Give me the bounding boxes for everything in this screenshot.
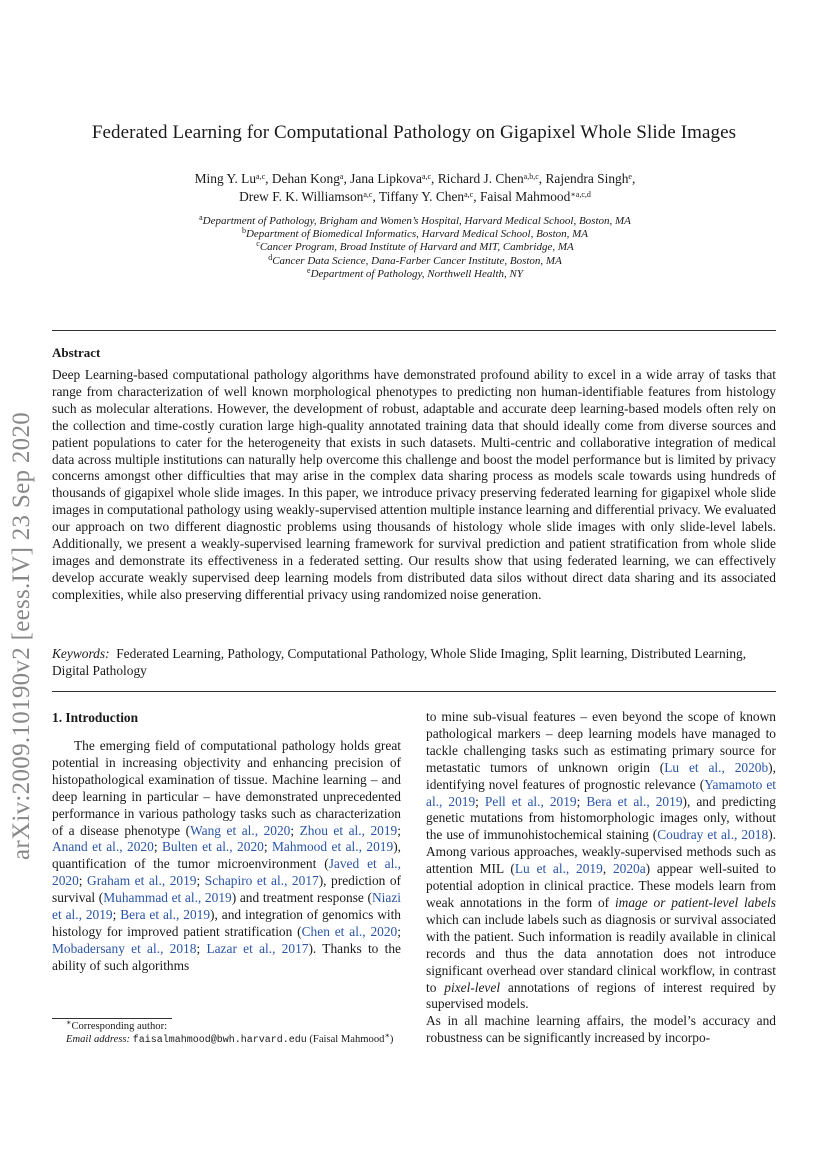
author-name: Jana Lipkova bbox=[350, 171, 422, 186]
keywords-text: Federated Learning, Pathology, Computational Pathology, Whole Slide Imaging, Split learning, Distributed Learning, Digital Pathology bbox=[52, 646, 747, 678]
author-name: Rajendra Singh bbox=[545, 171, 629, 186]
paper-title: Federated Learning for Computational Pathology on Gigapixel Whole Slide Images bbox=[91, 122, 737, 143]
author-affil-mark: a,c bbox=[256, 172, 266, 181]
author-affil-mark: e bbox=[628, 172, 632, 181]
citation-link[interactable]: Bera et al., 2019 bbox=[120, 907, 211, 923]
abstract-text: Deep Learning-based computational pathology algorithms have demonstrated profound ability to excel in a wide array of tasks that range from characterization of well known morphological phenotypes to predicting non human-identifiable features from histology such as molecular alterations. However, the development of robust, adaptable and accurate deep learning-based models often rely on the collection and time-costly curation large high-quality annotated training data that should ideally come from diverse sources and patient populations to cater for the heterogeneity that exists in such datasets. Multi-centric and collaborative integration of medical data across multiple institutions can naturally help overcome this challenge and boost the model performance but is limited by privacy concerns amongst other difficulties that may arise in the complex data sharing process as models scale towards using hundreds of thousands of gigapixel whole slide images. In this paper, we introduce privacy preserving federated learning for gigapixel whole slide images in computational pathology using weakly-supervised attention multiple instance learning and differential privacy. We evaluated our approach on two different diagnostic problems using thousands of histology whole slide images with only slide-level labels. Additionally, we present a weakly-supervised learning framework for survival prediction and patient stratification from whole slide images and demonstrate its effectiveness in a federated setting. Our results show that using federated learning, we can effectively develop accurate weakly supervised deep learning models from distributed data silos without direct data sharing and its associated complexities, while also preserving differential privacy using randomized noise generation. bbox=[52, 367, 776, 602]
author-affil-mark: a bbox=[339, 172, 344, 181]
keywords bbox=[52, 646, 776, 680]
citation-link[interactable]: Coudray et al., 2018 bbox=[657, 827, 769, 843]
keywords-label: Keywords: bbox=[52, 646, 110, 661]
author-name: Ming Y. Lu bbox=[194, 171, 257, 186]
emphasis-text: image or patient-level labels bbox=[614, 894, 776, 910]
citation-link[interactable]: Schapiro et al., 2017 bbox=[204, 873, 319, 889]
author-affil-mark: a,c bbox=[464, 190, 474, 199]
author-affil-mark: ∗a,c,d bbox=[570, 190, 591, 199]
affiliation-line: $^c$Cancer Program, Broad Institute of Harvard and MIT, Cambridge, MA bbox=[256, 239, 574, 254]
citation-link[interactable]: Zhou et al., 2019 bbox=[299, 822, 398, 838]
affiliation-line: $^e$Department of Pathology, Northwell Health, NY bbox=[307, 265, 523, 280]
arxiv-stamp: arXiv:2009.10190v2 [eess.IV] 23 Sep 2020 bbox=[8, 411, 35, 860]
email-link[interactable]: faisalmahmood@bwh.harvard.edu bbox=[132, 1035, 307, 1047]
author-name: Faisal Mahmood bbox=[479, 189, 571, 204]
section-heading: 1. Introduction bbox=[52, 710, 139, 725]
author-name: Dehan Kong bbox=[271, 171, 340, 186]
citation-link[interactable]: Graham et al., 2019 bbox=[87, 873, 197, 889]
affiliation-line: $^b$Department of Biomedical Informatics, Harvard Medical School, Boston, MA bbox=[241, 226, 589, 241]
intro-left-column: The emerging field of computational pathology holds great potential in increasing objectivity and enhancing precision of histopathological examination of tissue. Machine learning – and deep learning in particular – have demonstrated unprecedented performance in various pathology tasks such as characterization of a disease phenotype (Wang et al., 2020; Zhou et al., 2019; Anand et al., 2020; Bulten et al., 2020; Mahmood et al., 2019), quantification of the tumor microenvironment (Javed et al., 2020; Graham et al., 2019; Schapiro et al., 2017), prediction of survival (Muhammad et al., 2019) and treatment response (Niazi et al., 2019; Bera et al., 2019), and integration of genomics with histology for improved patient stratification (Chen et al., 2020; Mobadersany et al., 2018; Lazar et al., 2017). Thanks to the ability of such algorithms bbox=[52, 738, 401, 973]
author-affil-mark: a,c bbox=[421, 172, 432, 181]
author-name: Tiffany Y. Chen bbox=[378, 189, 465, 204]
affiliation-list bbox=[60, 215, 770, 281]
intro-right-paragraph-1: to mine sub-visual features – even beyond the scope of known pathological markers – deep learning models have managed to tackle challenging tasks such as estimating primary source for metastatic tumors of unknown origin (Lu et al., 2020b), identifying novel features of prognostic relevance (Yamamoto et al., 2019; Pell et al., 2019; Bera et al., 2019), and predicting genetic mutations from histomorphologic images only, without the use of immunohistochemical staining (Coudray et al., 2018). Among various approaches, weakly-supervised methods such as attention MIL (Lu et al., 2019, 2020a) appear well-suited to potential adoption in clinical practice. These models learn from weak annotations in the form of image or patient-level labels which can include labels such as diagnosis or survival associated with the patient. Such information is readily available in clinical records and thus the data annotation does not introduce significant overhead over standard clinical workflow, in contrast to pixel-level annotations of regions of interest required by supervised models. bbox=[426, 709, 777, 1012]
author-name: Richard J. Chen bbox=[437, 171, 524, 186]
citation-link[interactable]: Muhammad et al., 2019 bbox=[103, 890, 232, 906]
citation-link[interactable]: Javed et al., 2020 bbox=[52, 856, 401, 889]
affiliation-line: $^d$Cancer Data Science, Dana-Farber Cancer Institute, Boston, MA bbox=[268, 252, 562, 267]
citation-link[interactable]: Niazi et al., 2019 bbox=[52, 890, 401, 923]
affiliation-line: $^a$Department of Pathology, Brigham and Women’s Hospital, Harvard Medical School, Boston, MA bbox=[199, 213, 631, 227]
author-affil-mark: a,c bbox=[363, 190, 373, 199]
intro-right-paragraph-2: As in all machine learning affairs, the model’s accuracy and robustness can be significantly increased by incorpo- bbox=[426, 1013, 776, 1046]
citation-link[interactable]: Lu et al., 2019 bbox=[514, 861, 603, 877]
emphasis-text: pixel-level bbox=[444, 979, 501, 995]
citation-link[interactable]: Pell et al., 2019 bbox=[484, 793, 577, 809]
citation-link[interactable]: Mahmood et al., 2019 bbox=[272, 839, 394, 855]
abstract-heading: Abstract bbox=[52, 345, 101, 360]
citation-link[interactable]: Chen et al., 2020 bbox=[301, 923, 398, 939]
top-rule bbox=[52, 330, 776, 331]
citation-link[interactable]: 2020a bbox=[612, 861, 646, 877]
footnote bbox=[52, 1020, 401, 1048]
author-name: Drew F. K. Williamson bbox=[239, 189, 364, 204]
author-affil-mark: a,b,c bbox=[523, 172, 539, 181]
author-list: Ming Y. Lu$^{a,c}$, Dehan Kong$^a$, Jana Lipkova$^{a,c}$, Richard J. Chen$^{a,b,c}$, Rajendra Singh$^e$, Drew F. K. Williamson$^{a,c}$, Tiffany Y. Chen$^{a,c}$, Faisal Mahmood$^{∗a,c,d}$ bbox=[194, 171, 636, 204]
footnote-line-2: Email address: faisalmahmood@bwh.harvard.edu (Faisal Mahmood∗) bbox=[66, 1031, 394, 1047]
bottom-rule bbox=[52, 691, 776, 692]
citation-link[interactable]: Yamamoto et al., 2019 bbox=[426, 776, 777, 809]
intro-right-column bbox=[426, 709, 776, 1047]
citation-link[interactable]: Mobadersany et al., 2018 bbox=[52, 940, 197, 956]
footnote-line-1: ∗Corresponding author: bbox=[66, 1018, 168, 1032]
citation-link[interactable]: Lu et al., 2020b bbox=[664, 759, 769, 775]
citation-link[interactable]: Bulten et al., 2020 bbox=[162, 839, 264, 855]
citation-link[interactable]: Lazar et al., 2017 bbox=[206, 940, 309, 956]
citation-link[interactable]: Bera et al., 2019 bbox=[586, 793, 683, 809]
citation-link[interactable]: Anand et al., 2020 bbox=[52, 839, 154, 855]
citation-link[interactable]: Wang et al., 2020 bbox=[190, 822, 291, 838]
